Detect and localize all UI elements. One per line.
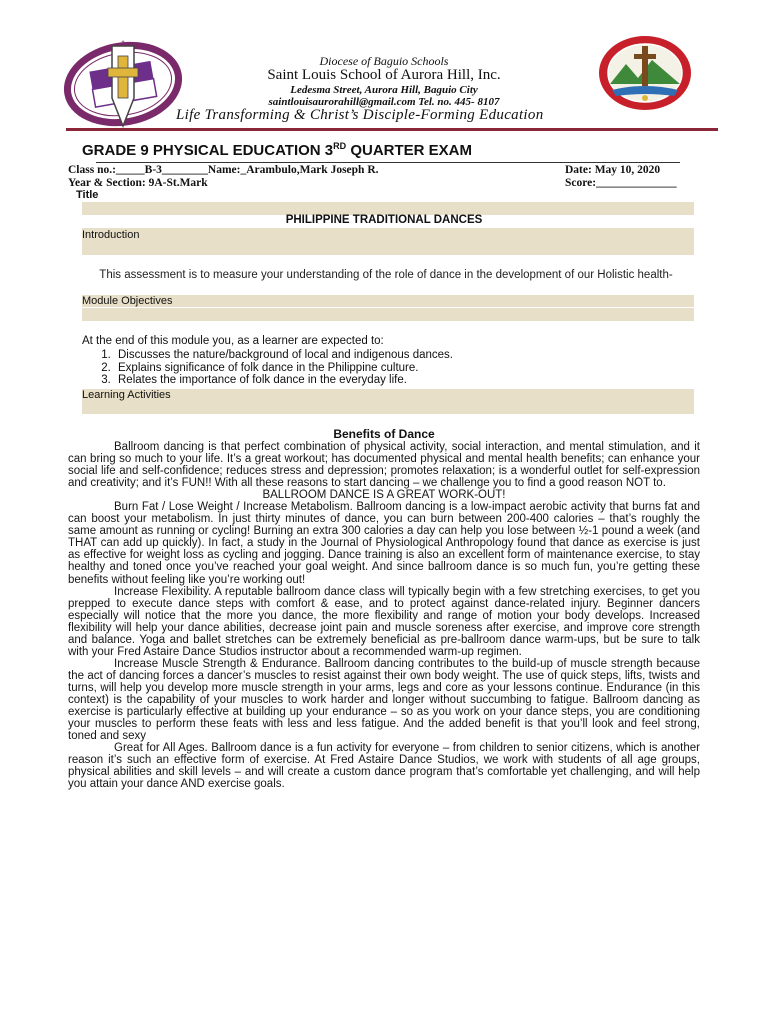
benefits-paragraph: Great for All Ages. Ballroom dance is a fun activity for everyone – from children to senior citizens, which is another reason it’s such an effective form of exercise. At Fred Astaire Dance Studios, we work with students of all age groups, physical abilities and skill levels – and will create a custom dance program that’s comfortable yet challenging, and will help you attain your dance AND exercise goals.	[68, 742, 700, 791]
benefits-paragraph: Burn Fat / Lose Weight / Increase Metabolism. Ballroom dancing is a low-impact aerobic activity that burns fat and can boost your metabolism. In just thirty minutes of dance, you can burn between 200-400 calories – that’s roughly the same amount as running or cycling! Burning an extra 300 calories a day can help you lose between ½-1 pound a week (and THAT can add up quickly). In fact, a study in the Journal of Physiological Anthropology found that dance as exercise is just as effective for weight loss as cycling and jogging. Dance training is also an excellent form of maintenance exercise, to stay healthy and toned once you’ve reached your goal weight. And since ballroom dance is so much fun, you’re getting these benefits without feeling like you’re working out!	[68, 501, 700, 586]
year-section-line: Year & Section: 9A-St.Mark	[68, 177, 208, 189]
school-name: Saint Louis School of Aurora Hill, Inc.	[267, 67, 501, 83]
benefits-paragraph: Increase Flexibility. A reputable ballroom dance class will typically begin with a few stretching exercises, to get you prepped to execute dance steps with comfort & ease, and to protect against dance-related injury. Beginner dancers especially will notice that the more you dance, the more flexibility and range of motion your body develops. Increased flexibility will help your dance abilities, decrease joint pain and muscle soreness after exercise, and improve core strength and balance. Yoga and ballet stretches can be extremely beneficial as pre-ballroom dance warm-ups, but be sure to talk with your Fred Astaire Dance Studios instructor about a recommended warm-up regimen.	[68, 585, 700, 658]
objectives-list	[82, 349, 453, 387]
dances-title: PHILIPPINE TRADITIONAL DANCES	[285, 214, 483, 226]
learning-label-bar	[82, 389, 694, 401]
intro-text: This assessment is to measure your understanding of the role of dance in the development of our Holistic health-	[99, 269, 673, 281]
objective-item: 3. Relates the importance of folk dance in the everyday life.	[114, 374, 453, 387]
objectives-label-bar	[82, 295, 694, 307]
exam-date: Date: May 10, 2020	[565, 164, 661, 176]
exam-title-superscript: RD	[333, 141, 347, 151]
benefits-body	[68, 441, 700, 790]
header-divider	[66, 128, 718, 131]
intro-label-bar	[82, 228, 694, 242]
title-section-label: Title	[76, 189, 99, 201]
school-contact: saintlouisaurorahill@gmail.com Tel. no. 445- 8107	[268, 96, 500, 108]
score-line: Score:______________	[565, 177, 677, 189]
objective-item: 1. Discusses the nature/background of local and indigenous dances.	[114, 349, 453, 362]
exam-title-tail: QUARTER EXAM	[346, 142, 472, 159]
learning-section-bar	[82, 401, 694, 414]
exam-title	[82, 141, 472, 159]
objectives-section-bar	[82, 308, 694, 321]
diocese-name: Diocese of Baguio Schools	[319, 54, 449, 68]
school-address: Ledesma Street, Aurora Hill, Baguio City	[290, 84, 478, 96]
school-motto: Life Transforming & Christ’s Disciple-Forming Education	[176, 107, 544, 123]
benefits-paragraph: Increase Muscle Strength & Endurance. Ballroom dancing contributes to the build-up of muscle strength because the act of dancing forces a dancer’s muscles to resist against their own body weight. The use of quick steps, lifts, twists and turns, will help you develop more muscle strength in your arms, legs and core as your lessons continue. Endurance (in this context) is the capability of your muscles to work harder and longer without succumbing to fatigue. Ballroom dancing as exercise is particularly effective at building up your endurance – so as you work on your dance steps, you are conditioning your muscles to perform these feats with less and less fatigue. And the added benefit is that you’ll look and feel strong, toned and sexy	[68, 657, 700, 743]
intro-section-label: Introduction	[82, 229, 140, 241]
title-underline	[96, 162, 680, 163]
learning-section-label: Learning Activities	[82, 389, 171, 401]
benefits-paragraph: Ballroom dancing is that perfect combination of physical activity, social interaction, and mental stimulation, and it can bring so much to your life. It’s a great workout; has documented physical and mental health benefits; can enhance your social life and self-confidence; reduces stress and depression; promotes relaxation; is a wonderful outlet for self-expression and creativity; and it’s FUN!! With all these reasons to start dancing – we challenge you to find a good reason NOT to.	[68, 441, 700, 490]
objectives-intro: At the end of this module you, as a learner are expected to:	[82, 335, 384, 347]
objective-item: 2. Explains significance of folk dance in the Philippine culture.	[114, 362, 453, 375]
svg-text:✝: ✝	[120, 40, 126, 46]
diocese-seal-logo	[596, 34, 694, 112]
intro-section-bar	[82, 242, 694, 255]
benefits-title: Benefits of Dance	[333, 427, 435, 441]
exam-title-main: GRADE 9 PHYSICAL EDUCATION 3	[82, 142, 334, 159]
benefits-headline: BALLROOM DANCE IS A GREAT WORK-OUT!	[262, 489, 506, 502]
class-name-line: Class no.:_____B-3________Name:_Arambulo,Mark Joseph R.	[68, 164, 379, 176]
objectives-section-label: Module Objectives	[82, 295, 173, 307]
